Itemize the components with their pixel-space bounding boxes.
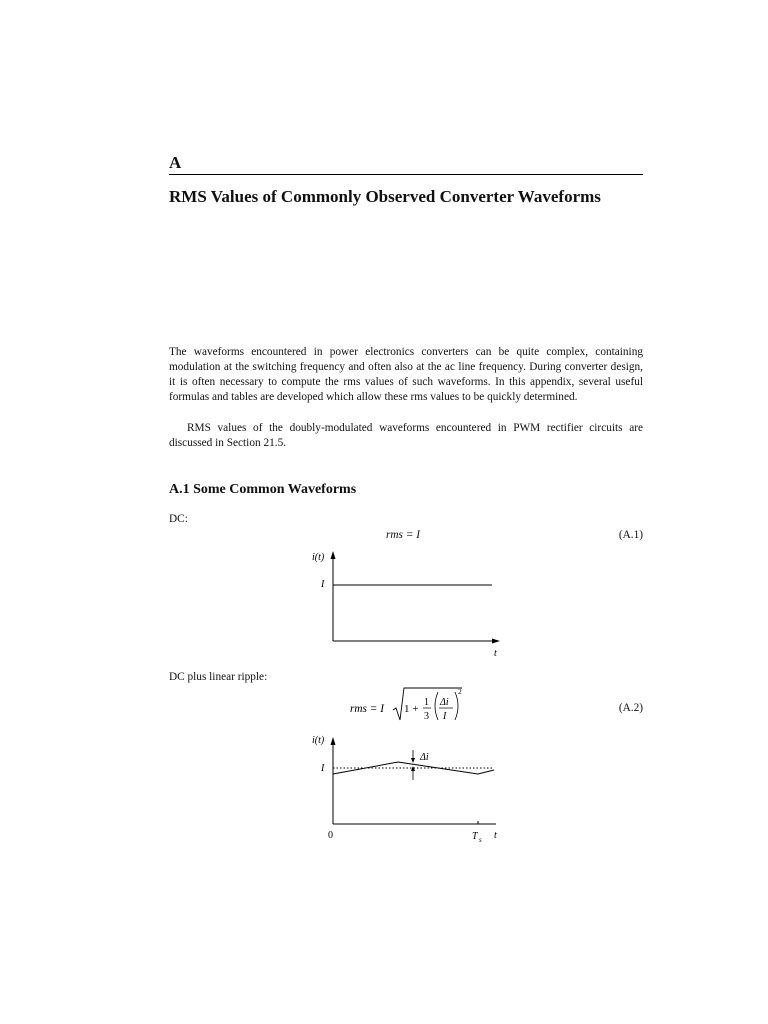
ripple-eq-frac-den: 3 xyxy=(424,711,429,722)
intro-paragraph: The waveforms encountered in power electronics converters can be quite complex, containing modulation at the switching frequency and often also at the ac line frequency. During converter design, it is often necessary to compute the rms values of such waveforms. In this appendix, several useful formulas and tables are developed which allow these rms values to be quickly determined. xyxy=(169,346,643,403)
ripple-eq-frac-num: 1 xyxy=(424,697,429,708)
ripple-level-label: I xyxy=(321,763,325,774)
period-label: T xyxy=(472,831,478,842)
dc-y-arrow xyxy=(331,551,336,559)
dc-y-axis-label: i(t) xyxy=(312,552,325,563)
equation-number-a2: (A.2) xyxy=(618,702,643,714)
ripple-eq-right-paren xyxy=(455,692,458,720)
chapter-letter: A xyxy=(169,153,182,172)
ripple-delta-label: Δi xyxy=(420,752,429,763)
chapter-title: RMS Values of Commonly Observed Converter Waveforms xyxy=(169,187,601,206)
ripple-arrowhead-bottom xyxy=(411,766,415,771)
ripple-eq-one: 1 + xyxy=(404,703,419,715)
section-heading: A.1 Some Common Waveforms xyxy=(169,482,357,497)
equation-number-a1: (A.1) xyxy=(618,529,643,541)
ripple-y-arrow xyxy=(331,737,336,745)
ripple-eq-ratio-den: I xyxy=(443,711,447,722)
origin-label: 0 xyxy=(328,830,333,841)
ripple-equation xyxy=(340,684,480,726)
ripple-eq-left-paren xyxy=(435,692,438,720)
ripple-eq-ratio-num: Δi xyxy=(440,697,449,708)
dc-level-label: I xyxy=(321,579,325,590)
ripple-x-axis-label: t xyxy=(494,830,497,841)
reference-paragraph: RMS values of the doubly-modulated waveforms encountered in PWM rectifier circuits are discussed in Section 21.5. xyxy=(169,422,643,449)
ripple-y-axis-label: i(t) xyxy=(312,735,325,746)
period-subscript: s xyxy=(479,836,482,844)
dc-x-arrow xyxy=(492,639,500,644)
chapter-rule xyxy=(169,174,643,175)
dc-x-axis-label: t xyxy=(494,648,497,659)
ripple-eq-exponent: 2 xyxy=(458,687,462,696)
dc-waveform-plot xyxy=(300,545,520,660)
dc-label: DC: xyxy=(169,513,188,525)
dc-equation: rms = I xyxy=(386,529,420,541)
ripple-waveform-plot xyxy=(300,730,510,845)
ripple-arrowhead-top xyxy=(411,758,415,763)
ripple-eq-lhs: rms = I xyxy=(350,703,384,715)
ripple-label: DC plus linear ripple: xyxy=(169,671,268,683)
